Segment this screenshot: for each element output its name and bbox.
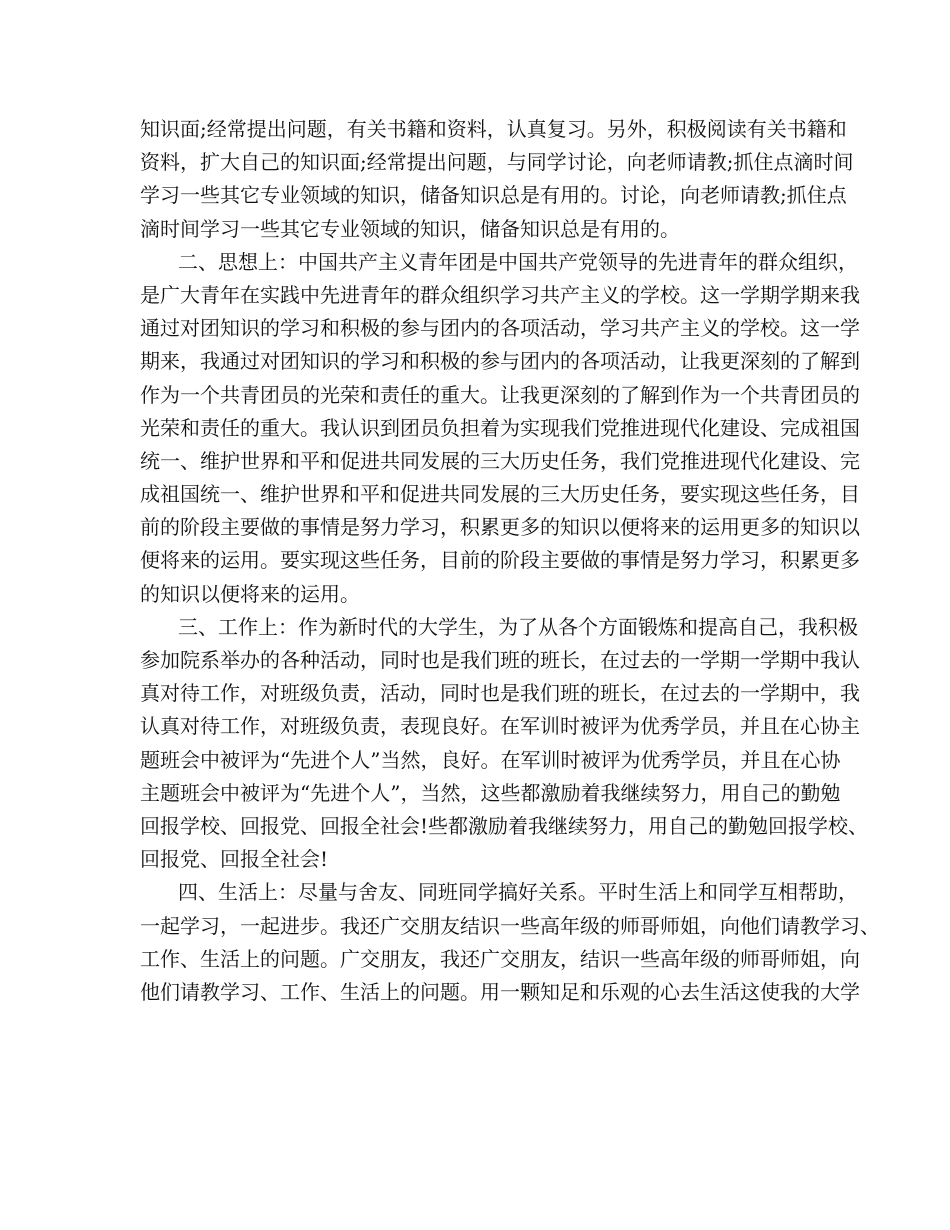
- text-line: 的知识以便将来的运用。: [140, 581, 360, 606]
- text-line: 回报学校、回报党、回报全社会!些都激励着我继续努力，用自己的勤勉回报学校、: [140, 813, 869, 838]
- text-line: 成祖国统一、维护世界和平和促进共同发展的三大历史任务，要实现这些任务，目: [140, 482, 860, 507]
- text-line: 参加院系举办的各种活动，同时也是我们班的班长，在过去的一学期一学期中我认: [140, 648, 860, 672]
- text-line: 期来，我通过对团知识的学习和积极的参与团内的各项活动，让我更深刻的了解到: [140, 349, 860, 374]
- text-line: 他们请教学习、工作、生活上的问题。用一颗知足和乐观的心去生活这使我的大学: [140, 979, 860, 1004]
- text-line: 回报党、回报全社会!: [140, 847, 329, 872]
- text-line: 通过对团知识的学习和积极的参与团内的各项活动，学习共产主义的学校。这一学: [140, 316, 860, 341]
- text-line: 学习一些其它专业领域的知识，储备知识总是有用的。讨论，向老师请教;抓住点: [140, 183, 847, 208]
- text-line: 便将来的运用。要实现这些任务，目前的阶段主要做的事情是努力学习，积累更多: [140, 548, 860, 573]
- document-body: [140, 113, 880, 1009]
- paragraph-first-line: 四、生活上：尽量与舍友、同班同学搞好关系。平时生活上和同学互相帮助，: [178, 880, 858, 905]
- text-line: 光荣和责任的重大。我认识到团员负担着为实现我们党推进现代化建设、完成祖国: [140, 415, 860, 440]
- text-line: 真对待工作，对班级负责，活动，同时也是我们班的班长，在过去的一学期中，我: [140, 681, 860, 706]
- text-line: 是广大青年在实践中先进青年的群众组织学习共产主义的学校。这一学期学期来我: [140, 282, 860, 307]
- text-line: 一起学习，一起进步。我还广交朋友结识一些高年级的师哥师姐，向他们请教学习、: [140, 913, 880, 938]
- text-line: 工作、生活上的问题。广交朋友，我还广交朋友，结识一些高年级的师哥师姐，向: [140, 946, 860, 971]
- text-line: 作为一个共青团员的光荣和责任的重大。让我更深刻的了解到作为一个共青团员的: [140, 382, 860, 407]
- paragraph-first-line: 二、思想上：中国共产主义青年团是中国共产党领导的先进青年的群众组织，: [178, 249, 858, 274]
- text-line: 前的阶段主要做的事情是努力学习，积累更多的知识以便将来的运用更多的知识以: [140, 515, 860, 540]
- text-line: 知识面;经常提出问题，有关书籍和资料，认真复习。另外，积极阅读有关书籍和: [140, 117, 847, 141]
- text-line: 统一、维护世界和平和促进共同发展的三大历史任务，我们党推进现代化建设、完: [140, 448, 860, 473]
- text-line: 滴时间学习一些其它专业领域的知识，储备知识总是有用的。: [140, 216, 680, 241]
- text-line: 主题班会中被评为“先进个人”，当然，这些都激励着我继续努力，用自己的勤勉: [140, 780, 841, 805]
- text-line: 认真对待工作，对班级负责，表现良好。在军训时被评为优秀学员，并且在心协主: [140, 714, 860, 739]
- text-line: 资料，扩大自己的知识面;经常提出问题，与同学讨论，向老师请教;抓住点滴时间: [140, 150, 854, 175]
- paragraph-first-line: 三、工作上：作为新时代的大学生，为了从各个方面锻炼和提高自己，我积极: [178, 614, 858, 639]
- text-line: 题班会中被评为“先进个人”当然，良好。在军训时被评为优秀学员，并且在心协: [140, 747, 841, 772]
